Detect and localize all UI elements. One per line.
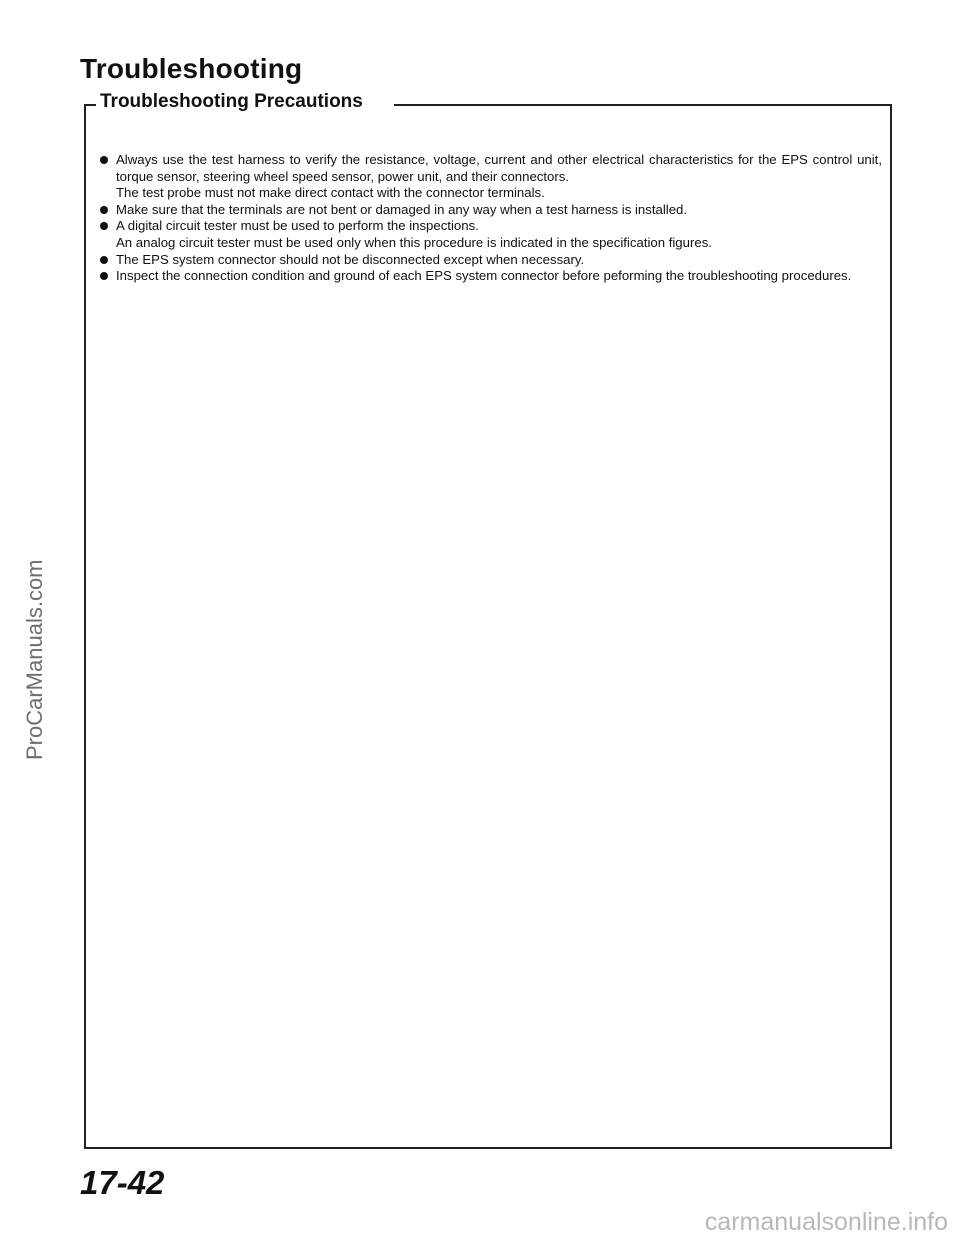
bullet-icon	[100, 256, 108, 264]
bullet-icon	[100, 206, 108, 214]
bullet-icon	[100, 222, 108, 230]
side-watermark: ProCarManuals.com	[22, 559, 47, 760]
list-item-text: The EPS system connector should not be disconnected except when necessary.	[116, 251, 585, 267]
list-item	[98, 202, 882, 219]
section-title: Troubleshooting Precautions	[100, 91, 363, 112]
list-item-text: Always use the test harness to verify the resistance, voltage, current and other electrical characteristics for the EPS control unit, torque sensor, steering wheel speed sensor, power unit, and their connectors.	[116, 152, 882, 184]
page-number: 17-42	[80, 1164, 165, 1201]
list-item	[98, 152, 882, 202]
list-item-text: Make sure that the terminals are not bent or damaged in any way when a test harness is installed.	[116, 201, 688, 217]
list-item	[98, 252, 882, 269]
list-item-note: An analog circuit tester must be used only when this procedure is indicated in the specification figures.	[116, 234, 712, 250]
precaution-list	[98, 152, 882, 285]
list-item-text: A digital circuit tester must be used to perform the inspections.	[116, 218, 479, 234]
bullet-icon	[100, 272, 108, 280]
bottom-watermark: carmanualsonline.info	[704, 1208, 948, 1236]
list-item	[98, 268, 882, 285]
section-frame-top-left-rule	[84, 104, 96, 106]
list-item	[98, 218, 882, 251]
list-item-note: The test probe must not make direct contact with the connector terminals.	[116, 185, 545, 201]
bullet-icon	[100, 156, 108, 164]
list-item-text: Inspect the connection condition and ground of each EPS system connector before peforming the troubleshooting procedures.	[116, 268, 852, 284]
section-frame-top-right-rule	[394, 104, 892, 106]
page-title: Troubleshooting	[80, 53, 303, 84]
